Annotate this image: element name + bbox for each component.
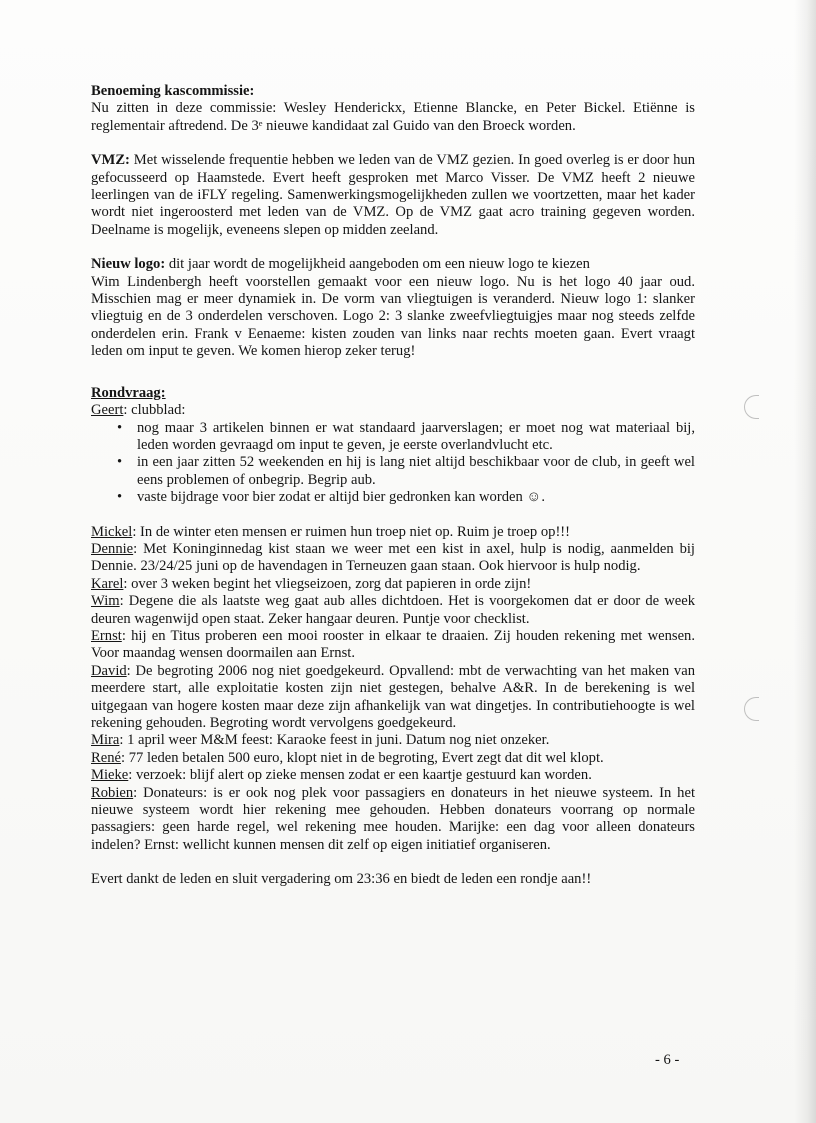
section-text: Nu zitten in deze commissie: Wesley Henderickx, Etienne Blancke, en Peter Bickel. Etiënne is reglementair aftredend. De 3ᵉ nieuwe kandidaat zal Guido van den Broeck worden. <box>91 100 695 134</box>
speaker-name: Karel <box>91 575 124 592</box>
rondvraag-item-mira <box>91 732 695 749</box>
section-rondvraag <box>91 385 695 855</box>
punch-hole-top <box>744 395 759 419</box>
speaker-text: : clubblad: <box>123 402 186 419</box>
speaker-text: : De begroting 2006 nog niet goedgekeurd. Opvallend: mbt de verwachting van het maken van meerdere start, alle exploitatie kosten zijn niet gestegen, behalve A&R. In de berekening is wel uitgegaan van hogere kosten maar deze zijn afhankelijk van wat dingetjes. In contributiehoogte is wel rekening gehouden. Begroting wordt vervolgens goedgekeurd. <box>91 662 695 731</box>
rondvraag-item-dennie <box>91 541 695 576</box>
page-number: - 6 - <box>655 1052 680 1068</box>
rondvraag-items <box>91 524 695 855</box>
section-vmz <box>91 152 695 239</box>
section-kascommissie <box>91 83 695 135</box>
section-heading: VMZ: <box>91 152 130 169</box>
speaker-text: : Degene die als laatste weg gaat aub alles dichtdoen. Het is voorgekomen dat er door de week deuren wagenwijd open staat. Zeker hangaar deuren. Puntje voor checklist. <box>91 593 695 627</box>
bullet-item: • nog maar 3 artikelen binnen er wat standaard jaarverslagen; er moet nog wat materiaal bij, leden worden gevraagd om input te geven, je eerste overlandvlucht etc. <box>137 420 695 455</box>
closing-statement: Evert dankt de leden en sluit vergadering om 23:36 en biedt de leden een rondje aan!! <box>91 871 592 888</box>
speaker-text: : Met Koninginnedag kist staan we weer met een kist in axel, hulp is nodig, aanmelden bij Dennie. 23/24/25 juni op de havendagen in Terneuzen gaan staan. Ook hiervoor is hulp nodig. <box>91 540 695 575</box>
section-intro <box>91 256 695 273</box>
rondvraag-item-mickel <box>91 524 695 541</box>
speaker-text: : verzoek: blijf alert op zieke mensen zodat er een kaartje gestuurd kan worden. <box>128 767 592 784</box>
section-heading: Rondvraag: <box>91 384 166 401</box>
speaker-text: : 77 leden betalen 500 euro, klopt niet in de begroting, Evert zegt dat dit wel klopt. <box>121 749 604 766</box>
bullet-item: • vaste bijdrage voor bier zodat er altijd bier gedronken kan worden ☺. <box>137 489 695 506</box>
speaker-name: Mira <box>91 732 120 749</box>
speaker-name: René <box>91 749 121 766</box>
bullet-item: • in een jaar zitten 52 weekenden en hij is lang niet altijd beschikbaar voor de club, in geeft wel eens problemen of onbegrip. Begrip aub. <box>137 454 695 489</box>
speaker-name: Ernst <box>91 627 122 644</box>
rondvraag-item-wim <box>91 593 695 628</box>
section-nieuw-logo <box>91 256 695 360</box>
rondvraag-item-karel <box>91 576 695 593</box>
section-text: Wim Lindenbergh heeft voorstellen gemaakt voor een nieuw logo. Nu is het logo 40 jaar oud. Misschien mag er meer dynamiek in. De vorm van vliegtuigen is veranderd. Nieuw logo 1: slanker vliegtuig en de 3 onderdelen verschoven. Logo 2: 3 slanke zweefvliegtuigjes maar nog steeds zelfde onderdelen erin. Frank v Eenaeme: kisten zouden van links naar rechts moeten gaan. Evert vraagt leden om input te geven. We komen hierop zeker terug! <box>91 273 695 360</box>
speaker-name: Wim <box>91 593 120 610</box>
speaker-text: : hij en Titus proberen een mooi rooster in elkaar te draaien. Zij houden rekening met wensen. Voor maandag wensen doormailen aan Ernst. <box>91 627 695 662</box>
section-heading: Benoeming kascommissie: <box>91 83 255 99</box>
rondvraag-item-geert <box>91 402 695 419</box>
rondvraag-item-david <box>91 663 695 733</box>
speaker-name: Dennie <box>91 540 134 557</box>
rondvraag-item-robien <box>91 785 695 855</box>
punch-hole-bottom <box>744 697 759 721</box>
rondvraag-item-ernst <box>91 628 695 663</box>
speaker-text: : Donateurs: is er ook nog plek voor passagiers en donateurs in het nieuwe systeem. In het nieuwe systeem wordt hier rekening mee gehouden. Hebben donateurs voorrang op normale passagiers: geen harde regel, wel rekening mee houden. Marijke: een dag voor alleen donateurs indelen? Ernst: wellicht kunnen mensen dit zelf op eigen initiatief organiseren. <box>91 784 695 853</box>
section-heading: Nieuw logo: <box>91 256 166 273</box>
speaker-name: Robien <box>91 784 134 801</box>
speaker-text: : 1 april weer M&M feest: Karaoke feest in juni. Datum nog niet onzeker. <box>119 732 550 749</box>
speaker-name: David <box>91 662 127 679</box>
document-body <box>91 83 695 903</box>
section-intro-text: dit jaar wordt de mogelijkheid aangeboden om een nieuw logo te kiezen <box>165 256 590 273</box>
section-text: Met wisselende frequentie hebben we leden van de VMZ gezien. In goed overleg is er door hun gefocusseerd op Haamstede. Evert heeft gesproken met Marco Visser. De VMZ heeft 2 nieuwe leerlingen van de iFLY regeling. Samenwerkingsmogelijkheden zullen we voortzetten, maar het kader wordt niet ingeroosterd met leden van de VMZ. Op de VMZ gaat acro training gegeven worden. Deelname is mogelijk, eveneens slepen op midden zeeland. <box>91 152 695 238</box>
rondvraag-item-mieke <box>91 767 695 784</box>
speaker-text: : over 3 weken begint het vliegseizoen, zorg dat papieren in orde zijn! <box>123 575 532 592</box>
speaker-name: Geert <box>91 402 124 419</box>
section-paragraph <box>91 152 695 239</box>
clubblad-bullet-list <box>91 420 695 507</box>
paper-fold-shadow <box>794 0 816 1123</box>
speaker-name: Mieke <box>91 767 129 784</box>
speaker-name: Mickel <box>91 523 133 540</box>
speaker-text: : In de winter eten mensen er ruimen hun troep niet op. Ruim je troep op!!! <box>132 523 571 540</box>
rondvraag-item-rene <box>91 750 695 767</box>
